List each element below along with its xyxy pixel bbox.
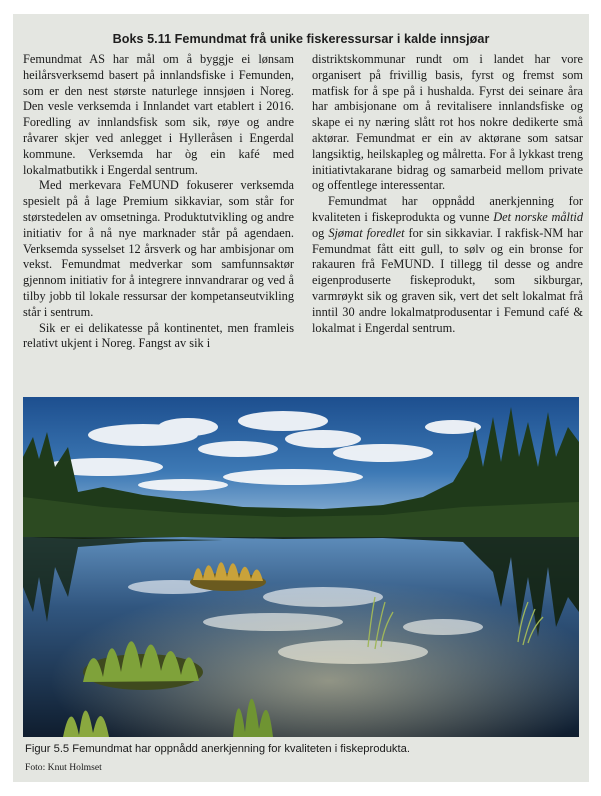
- right-paragraph-1: distriktskommunar rundt om i landet har vore organisert på frivillig basis, fyrst og fremst som matfisk for å spe på i hushalda. Fyrst dei seinare åra har ambisjonane om å revitalisere innlandsfiske og skape ei ny næring slått rot hos nokre dedikerte små aktørar. Femundmat er ein av aktørane som satsar langsiktig, heilskapleg og målretta. For å lykkast treng initiativtakarane bidrag og samarbeid mellom private og offentlege interessentar.: [312, 52, 583, 193]
- box-title: Boks 5.11 Femundmat frå unike fiskeressursar i kalde innsjøar: [112, 32, 490, 46]
- right-paragraph-2: [312, 194, 583, 336]
- left-paragraph-1: Femundmat AS har mål om å byggje ei lønsam heilårsverksemd basert på innlandsfiske i Femunden, som er den nest største naturlege innsjøen i Noreg. Den vesle verksemda i Innlandet vart etablert i 2016. Foredling av innlandsfisk som sik, røye og andre råvarer skjer ved anlegget i Hylleråsen i Engerdal kommune. Verksemda har òg ein kafé med lokalmatbutikk i Engerdal sentrum.: [23, 52, 294, 177]
- text-box: [13, 14, 589, 782]
- award-det-norske-maltid: Det norske måltid: [493, 209, 583, 224]
- left-paragraph-3: Sik er ei delikatesse på kontinentet, men framleis relativt ukjent i Noreg. Fangst av sik i: [23, 320, 294, 351]
- photo-credit: Foto: Knut Holmset: [25, 762, 102, 773]
- right-paragraph-2-rest: for sin sikkaviar. I rakfisk-NM har Femundmat fått eitt gull, to sølv og ein bronse for rakauren frå FeMUND. I tillegg til desse og andre eigenproduserte fiskeprodukt, som sikburgar, varmrøykt sik og graven sik, vert det selt lokalmat frå inntil 30 andre lokalmatprodusentar i Femund café & lokalmat i Engerdal sentrum.: [312, 225, 583, 335]
- right-paragraph-2-intro: Femundmat har oppnådd anerkjenning for kvaliteten i fiskeprodukta og vunne: [312, 194, 583, 224]
- award-conjunction: og: [312, 225, 329, 240]
- lake-photo-illustration: [23, 397, 579, 737]
- figure-caption: Figur 5.5 Femundmat har oppnådd anerkjenning for kvaliteten i fiskeprodukta.: [25, 743, 410, 755]
- left-paragraph-2: Med merkevara FeMUND fokuserer verksemda spesielt på å lage Premium sikkaviar, som står for størstedelen av omsetninga. Produktutvikling og andre initiativ for å nå nye marknader står på agendaen. Verksemda sysselset 12 årsverk og har ambisjonar om vekst. Femundmat medverkar som samfunnsaktør gjennom initiativ for å integrere innvandrarar og ved å tilby jobb til lokale ressursar der kompetanseutvikling står i sentrum.: [23, 178, 294, 319]
- right-column: [312, 52, 583, 336]
- lake-photo: [23, 397, 579, 737]
- award-sjomat-foredlet: Sjømat foredlet: [328, 225, 405, 240]
- left-column: [23, 52, 294, 352]
